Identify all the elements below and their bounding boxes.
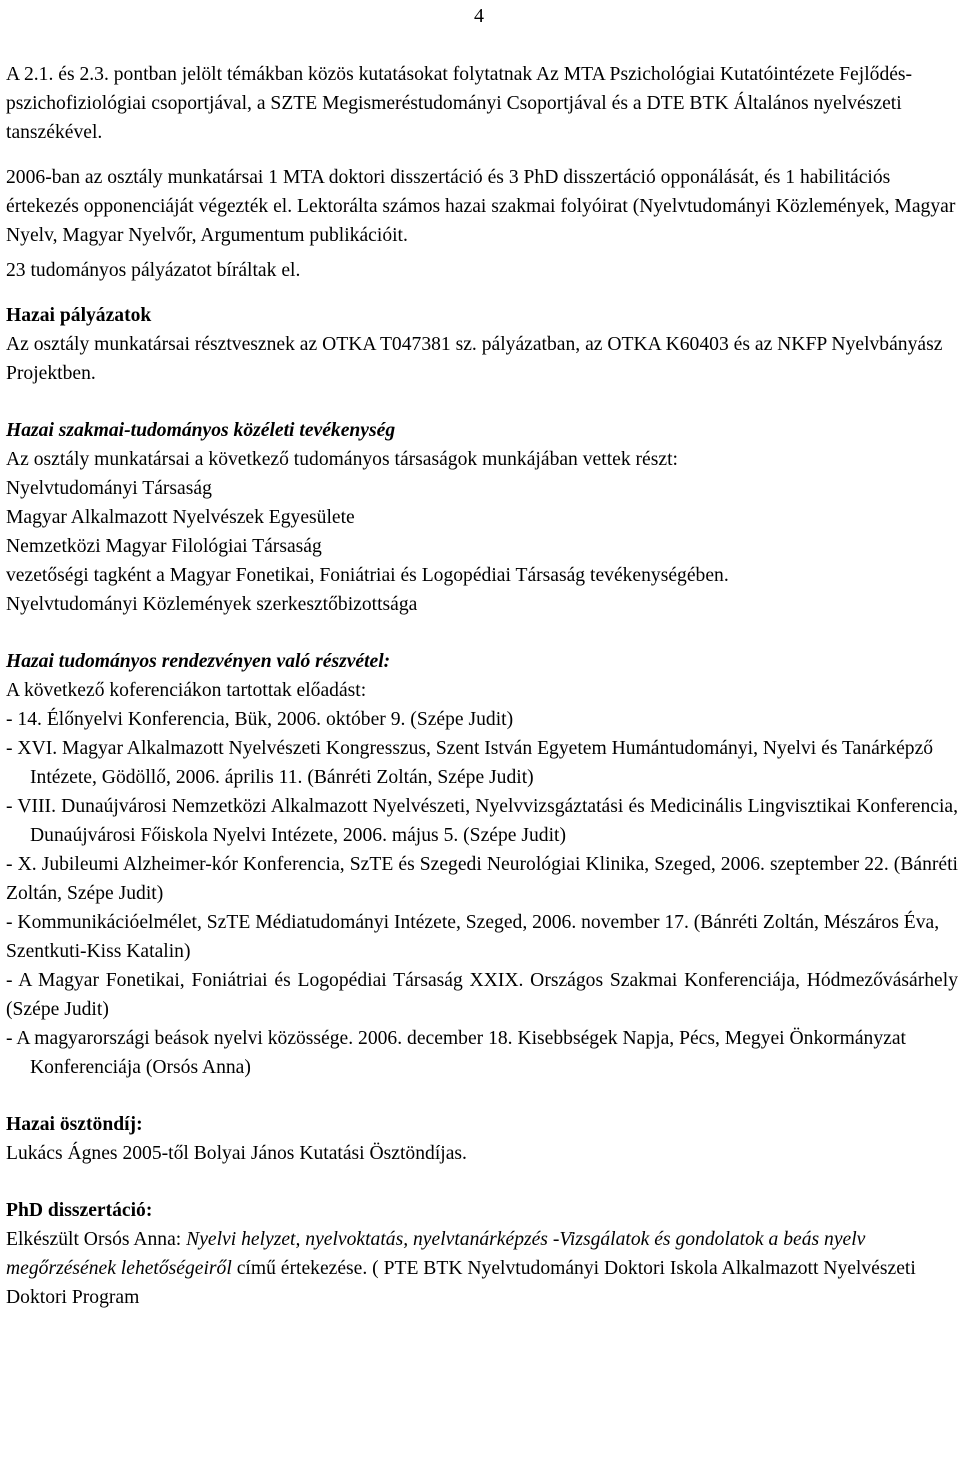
conference-item: - A magyarországi beások nyelvi közössége. 2006. december 18. Kisebbségek Napja, Pécs, Megyei Önkormányzat Konferenciája (Orsós Anna) [6, 1028, 906, 1078]
phd-prefix: Elkészült Orsós Anna: [6, 1229, 187, 1250]
paragraph-phd [6, 1225, 958, 1312]
conference-item: - X. Jubileumi Alzheimer-kór Konferencia, SzTE és Szegedi Neurológiai Klinika, Szeged, 2006. szeptember 22. (Bánréti Zoltán, Szépe Judit) [6, 854, 958, 904]
conference-item: - 14. Élőnyelvi Konferencia, Bük, 2006. október 9. (Szépe Judit) [6, 709, 514, 730]
paragraph-cooperation: A 2.1. és 2.3. pontban jelölt témákban közös kutatásokat folytatnak Az MTA Pszichológiai Kutatóintézete Fejlődés-pszichofiziológiai csoportjával, a SZTE Megismeréstudományi Csoportjával és a DTE BTK Általános nyelvészeti tanszékével. [6, 64, 913, 143]
phd-suffix: című értekezése. ( PTE BTK Nyelvtudományi Doktori Iskola Alkalmazott Nyelvészeti Doktori Program [6, 1258, 916, 1308]
kozeleti-line: Az osztály munkatársai a következő tudományos társaságok munkájában vettek részt: [6, 449, 678, 470]
kozeleti-line: Nyelvtudományi Közlemények szerkesztőbizottsága [6, 594, 418, 615]
heading-hazai-palyazatok: Hazai pályázatok [6, 305, 152, 326]
conference-item: - A Magyar Fonetikai, Foniátriai és Logopédiai Társaság XXIX. Országos Szakmai Konferenciája, Hódmezővásárhely (Szépe Judit) [6, 970, 958, 1020]
kozeleti-line: Nyelvtudományi Társaság [6, 478, 212, 499]
paragraph-hazai-palyazatok: Az osztály munkatársai résztvesznek az OTKA T047381 sz. pályázatban, az OTKA K60403 és az NKFP Nyelvbányász Projektben. [6, 334, 943, 384]
heading-kozeleti: Hazai szakmai-tudományos közéleti tevékenység [6, 420, 396, 441]
phd-title: Nyelvi helyzet, nyelvoktatás, nyelvtanárképzés -Vizsgálatok és gondolatok a beás nyelv megőrzésének lehetőségeiről [6, 1229, 866, 1279]
kozeleti-line: Magyar Alkalmazott Nyelvészek Egyesülete [6, 507, 355, 528]
rendezveny-intro: A következő koferenciákon tartottak előadást: [6, 680, 367, 701]
paragraph-osztondij: Lukács Ágnes 2005-től Bolyai János Kutatási Ösztöndíjas. [6, 1143, 467, 1164]
kozeleti-line: vezetőségi tagként a Magyar Fonetikai, Foniátriai és Logopédiai Társaság tevékenységében. [6, 565, 729, 586]
paragraph-reviews: 23 tudományos pályázatot bíráltak el. [6, 260, 301, 281]
kozeleti-line: Nemzetközi Magyar Filológiai Társaság [6, 536, 322, 557]
heading-osztondij: Hazai ösztöndíj: [6, 1114, 143, 1135]
page-number: 4 [474, 5, 484, 27]
document-body [6, 60, 958, 1312]
heading-phd: PhD disszertáció: [6, 1200, 153, 1221]
conference-item: - VIII. Dunaújvárosi Nemzetközi Alkalmazott Nyelvészeti, Nyelvvizsgáztatási és Medicinális Lingvisztikai Konferencia, Dunaújvárosi Főiskola Nyelvi Intézete, 2006. május 5. (Szépe Judit) [6, 796, 958, 846]
paragraph-opponency: 2006-ban az osztály munkatársai 1 MTA doktori disszertáció és 3 PhD disszertáció opponálását, és 1 habilitációs értekezés opponenciáját végezték el. Lektorálta számos hazai szakmai folyóirat (Nyelvtudományi Közlemények, Magyar Nyelv, Magyar Nyelvőr, Argumentum publikációit. [6, 167, 956, 246]
conference-item: - Kommunikációelmélet, SzTE Médiatudományi Intézete, Szeged, 2006. november 17. (Bánréti Zoltán, Mészáros Éva, Szentkuti-Kiss Katalin) [6, 912, 940, 962]
heading-rendezveny: Hazai tudományos rendezvényen való részvétel: [6, 651, 391, 672]
conference-item: - XVI. Magyar Alkalmazott Nyelvészeti Kongresszus, Szent István Egyetem Humántudományi, Nyelvi és Tanárképző Intézete, Gödöllő, 2006. április 11. (Bánréti Zoltán, Szépe Judit) [6, 738, 934, 788]
